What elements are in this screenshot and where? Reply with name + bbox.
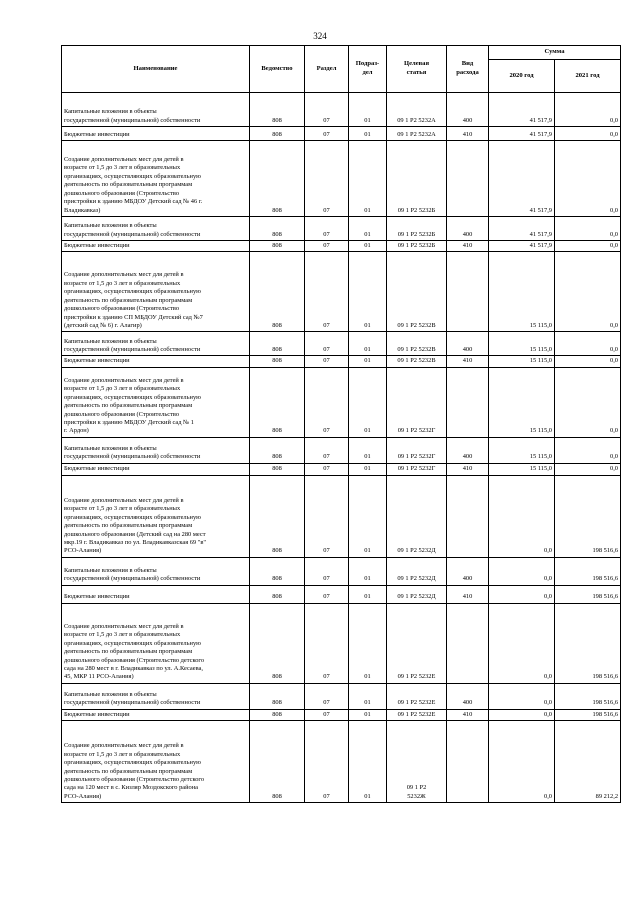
row-target: 09 1 P2 5232Е: [387, 683, 447, 709]
row-sum-2021: 0,0: [555, 332, 621, 356]
row-sum-2021: 0,0: [555, 252, 621, 332]
row-dept: 808: [250, 93, 305, 127]
row-section: 07: [305, 463, 349, 475]
row-name: Бюджетные инвестиции: [62, 463, 250, 475]
row-sum-2020: 15 115,0: [489, 367, 555, 437]
row-name: Капитальные вложения в объекты государственной (муниципальной) собственности: [62, 683, 250, 709]
row-dept: 808: [250, 585, 305, 603]
row-dept: 808: [250, 603, 305, 683]
row-sum-2020: 41 517,9: [489, 141, 555, 217]
row-expense-type: 400: [447, 557, 489, 585]
header-2021: 2021 год: [555, 60, 621, 93]
row-sum-2021: 198 516,6: [555, 603, 621, 683]
row-target: 09 1 P2 5232Е: [387, 709, 447, 720]
budget-table: [61, 45, 621, 803]
row-target: 09 1 P2 5232Д: [387, 557, 447, 585]
row-target: 09 1 P2 5232Г: [387, 367, 447, 437]
row-subsection: 01: [349, 356, 387, 367]
row-expense-type: 410: [447, 241, 489, 252]
row-dept: 808: [250, 252, 305, 332]
row-expense-type: 410: [447, 463, 489, 475]
row-sum-2020: 15 115,0: [489, 356, 555, 367]
row-subsection: 01: [349, 557, 387, 585]
row-dept: 808: [250, 557, 305, 585]
row-expense-type: [447, 475, 489, 557]
row-target: 09 1 P2 5232Ж: [387, 721, 447, 803]
row-target: 09 1 P2 5232В: [387, 252, 447, 332]
row-sum-2020: 41 517,9: [489, 93, 555, 127]
row-expense-type: 400: [447, 332, 489, 356]
row-section: 07: [305, 93, 349, 127]
row-sum-2021: 0,0: [555, 367, 621, 437]
row-sum-2021: 198 516,6: [555, 683, 621, 709]
row-name: Капитальные вложения в объекты государственной (муниципальной) собственности: [62, 93, 250, 127]
row-dept: 808: [250, 241, 305, 252]
row-subsection: 01: [349, 463, 387, 475]
table-row: [62, 356, 621, 367]
header-target: Целевая статья: [387, 46, 447, 93]
table-row: [62, 217, 621, 241]
row-sum-2020: 0,0: [489, 475, 555, 557]
row-sum-2020: 41 517,9: [489, 241, 555, 252]
row-target: 09 1 P2 5232Г: [387, 437, 447, 463]
row-sum-2020: 15 115,0: [489, 463, 555, 475]
header-name: Наименование: [62, 46, 250, 93]
row-section: 07: [305, 585, 349, 603]
row-expense-type: [447, 721, 489, 803]
row-dept: 808: [250, 683, 305, 709]
row-sum-2021: 198 516,6: [555, 557, 621, 585]
row-target: 09 1 P2 5232Д: [387, 585, 447, 603]
row-section: 07: [305, 241, 349, 252]
row-subsection: 01: [349, 709, 387, 720]
row-expense-type: 400: [447, 437, 489, 463]
row-section: 07: [305, 683, 349, 709]
header-sum: Сумма: [489, 46, 621, 60]
table-row: [62, 367, 621, 437]
row-expense-type: 410: [447, 709, 489, 720]
row-name: Капитальные вложения в объекты государственной (муниципальной) собственности: [62, 437, 250, 463]
row-section: 07: [305, 557, 349, 585]
row-section: 07: [305, 356, 349, 367]
header-section: Раздел: [305, 46, 349, 93]
table-row: [62, 557, 621, 585]
table-row: [62, 332, 621, 356]
row-sum-2021: 198 516,6: [555, 585, 621, 603]
row-dept: 808: [250, 332, 305, 356]
row-section: 07: [305, 127, 349, 141]
row-sum-2021: 89 212,2: [555, 721, 621, 803]
row-expense-type: 410: [447, 585, 489, 603]
row-section: 07: [305, 252, 349, 332]
row-sum-2020: 0,0: [489, 557, 555, 585]
row-sum-2020: 41 517,9: [489, 127, 555, 141]
row-target: 09 1 P2 5232Б: [387, 141, 447, 217]
row-name: Создание дополнительных мест для детей в возрасте от 1,5 до 3 лет в образовательных организациях, осуществляющих образовательную деятельность по образовательным программам дошкольного образования (Строительство пристройки к зданию МБДОУ Детский сад № 46 г. Владикавказ): [62, 141, 250, 217]
row-sum-2020: 15 115,0: [489, 332, 555, 356]
header-subsection: Подраз- дел: [349, 46, 387, 93]
row-name: Капитальные вложения в объекты государственной (муниципальной) собственности: [62, 557, 250, 585]
row-dept: 808: [250, 217, 305, 241]
row-section: 07: [305, 141, 349, 217]
row-subsection: 01: [349, 93, 387, 127]
row-sum-2021: 0,0: [555, 93, 621, 127]
row-dept: 808: [250, 127, 305, 141]
row-name: Бюджетные инвестиции: [62, 356, 250, 367]
row-expense-type: 410: [447, 356, 489, 367]
row-sum-2021: 198 516,6: [555, 709, 621, 720]
table-row: [62, 683, 621, 709]
row-sum-2020: 41 517,9: [489, 217, 555, 241]
row-section: 07: [305, 367, 349, 437]
row-name: Создание дополнительных мест для детей в возрасте от 1,5 до 3 лет в образовательных организациях, осуществляющих образовательную деятельность по образовательным программам дошкольного образования (Детский сад на 280 мест мкр.19 г. Владикавказ по ул. Владикавказская 69 "в" РСО-Алания): [62, 475, 250, 557]
row-dept: 808: [250, 475, 305, 557]
row-name: Создание дополнительных мест для детей в возрасте от 1,5 до 3 лет в образовательных организациях, осуществляющих образовательную деятельность по образовательным программам дошкольного образования (Строительство пристройки к зданию СП МБДОУ Детский сад №7 (детский сад № 6) г. Алагир): [62, 252, 250, 332]
row-target: 09 1 P2 5232Г: [387, 463, 447, 475]
row-dept: 808: [250, 437, 305, 463]
table-row: [62, 603, 621, 683]
row-subsection: 01: [349, 475, 387, 557]
row-expense-type: 400: [447, 683, 489, 709]
page-number: 324: [313, 31, 327, 41]
row-dept: 808: [250, 141, 305, 217]
table-row: [62, 93, 621, 127]
row-sum-2020: 15 115,0: [489, 252, 555, 332]
row-section: 07: [305, 332, 349, 356]
row-subsection: 01: [349, 585, 387, 603]
row-sum-2020: 0,0: [489, 721, 555, 803]
row-expense-type: [447, 603, 489, 683]
header-dept: Ведомство: [250, 46, 305, 93]
row-sum-2021: 0,0: [555, 241, 621, 252]
table-row: [62, 141, 621, 217]
row-subsection: 01: [349, 141, 387, 217]
row-subsection: 01: [349, 437, 387, 463]
row-target: 09 1 P2 5232Д: [387, 475, 447, 557]
table-row: [62, 252, 621, 332]
row-dept: 808: [250, 356, 305, 367]
row-target: 09 1 P2 5232А: [387, 93, 447, 127]
row-expense-type: [447, 367, 489, 437]
row-section: 07: [305, 721, 349, 803]
row-name: Капитальные вложения в объекты государственной (муниципальной) собственности: [62, 217, 250, 241]
row-sum-2021: 0,0: [555, 356, 621, 367]
row-sum-2020: 0,0: [489, 683, 555, 709]
table-row: [62, 463, 621, 475]
row-sum-2021: 0,0: [555, 217, 621, 241]
table-row: [62, 721, 621, 803]
table-row: [62, 709, 621, 720]
row-section: 07: [305, 475, 349, 557]
row-expense-type: [447, 141, 489, 217]
row-dept: 808: [250, 721, 305, 803]
row-name: Бюджетные инвестиции: [62, 127, 250, 141]
row-name: Создание дополнительных мест для детей в возрасте от 1,5 до 3 лет в образовательных организациях, осуществляющих образовательную деятельность по образовательным программам дошкольного образования (Строительство пристройки к зданию МБДОУ Детский сад № 1 г. Ардон): [62, 367, 250, 437]
row-subsection: 01: [349, 721, 387, 803]
row-dept: 808: [250, 367, 305, 437]
row-expense-type: 410: [447, 127, 489, 141]
row-name: Бюджетные инвестиции: [62, 709, 250, 720]
row-subsection: 01: [349, 241, 387, 252]
row-expense-type: 400: [447, 93, 489, 127]
table-row: [62, 127, 621, 141]
row-subsection: 01: [349, 683, 387, 709]
table-row: [62, 475, 621, 557]
row-sum-2020: 0,0: [489, 585, 555, 603]
row-sum-2020: 0,0: [489, 709, 555, 720]
row-subsection: 01: [349, 332, 387, 356]
row-subsection: 01: [349, 217, 387, 241]
table-body: [62, 93, 621, 803]
row-section: 07: [305, 709, 349, 720]
row-subsection: 01: [349, 603, 387, 683]
table-row: [62, 437, 621, 463]
row-name: Капитальные вложения в объекты государственной (муниципальной) собственности: [62, 332, 250, 356]
header-expense-type: Вид расхода: [447, 46, 489, 93]
row-section: 07: [305, 603, 349, 683]
row-sum-2021: 0,0: [555, 141, 621, 217]
header-2020: 2020 год: [489, 60, 555, 93]
row-target: 09 1 P2 5232В: [387, 332, 447, 356]
row-dept: 808: [250, 463, 305, 475]
row-sum-2021: 0,0: [555, 127, 621, 141]
row-name: Создание дополнительных мест для детей в возрасте от 1,5 до 3 лет в образовательных организациях, осуществляющих образовательную деятельность по образовательным программам дошкольного образования (Строительство детского сада на 280 мест в г. Владикавказ по ул. А.Кесаева, 45, МКР 11 РСО-Алания): [62, 603, 250, 683]
row-name: Бюджетные инвестиции: [62, 241, 250, 252]
row-sum-2021: 0,0: [555, 463, 621, 475]
row-expense-type: [447, 252, 489, 332]
row-sum-2021: 0,0: [555, 437, 621, 463]
row-section: 07: [305, 217, 349, 241]
row-sum-2021: 198 516,6: [555, 475, 621, 557]
row-target: 09 1 P2 5232Б: [387, 217, 447, 241]
table-row: [62, 241, 621, 252]
row-target: 09 1 P2 5232В: [387, 356, 447, 367]
row-name: Создание дополнительных мест для детей в возрасте от 1,5 до 3 лет в образовательных организациях, осуществляющих образовательную деятельность по образовательным программам дошкольного образования (Строительство детского сада на 120 мест в с. Кизляр Моздокского района РСО-Алания): [62, 721, 250, 803]
row-subsection: 01: [349, 252, 387, 332]
row-target: 09 1 P2 5232Е: [387, 603, 447, 683]
row-expense-type: 400: [447, 217, 489, 241]
row-subsection: 01: [349, 127, 387, 141]
table-row: [62, 585, 621, 603]
row-sum-2020: 0,0: [489, 603, 555, 683]
row-dept: 808: [250, 709, 305, 720]
row-name: Бюджетные инвестиции: [62, 585, 250, 603]
row-sum-2020: 15 115,0: [489, 437, 555, 463]
row-subsection: 01: [349, 367, 387, 437]
row-section: 07: [305, 437, 349, 463]
row-target: 09 1 P2 5232Б: [387, 241, 447, 252]
row-target: 09 1 P2 5232А: [387, 127, 447, 141]
